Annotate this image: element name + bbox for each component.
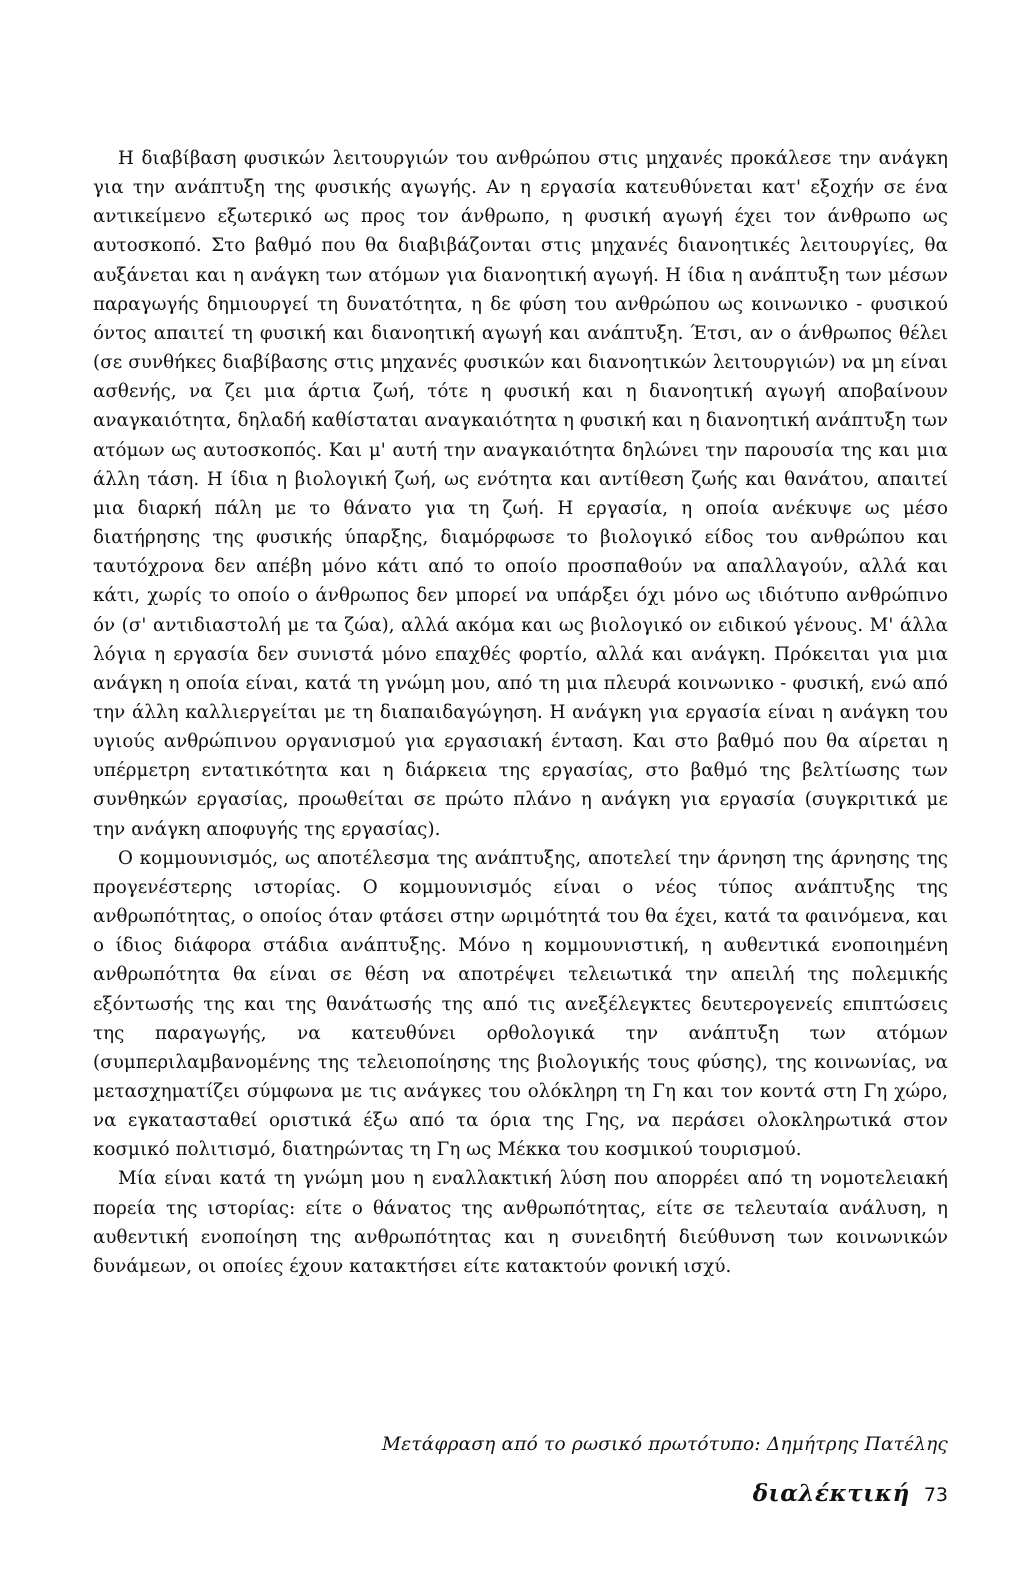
page-footer (753, 1480, 948, 1507)
paragraph-1: Η διαβίβαση φυσικών λειτουργιών του ανθρώπου στις μηχανές προκάλεσε την ανάγκη για την ανάπτυξη της φυσικής αγωγής. Αν η εργασία κατευθύνεται κατ' εξοχήν σε ένα αντικείμενο εξωτερικό ως προς τον άνθρωπο, η φυσική αγωγή έχει τον άνθρωπο ως αυτοσκοπό. Στο βαθμό που θα διαβιβάζονται στις μηχανές διανοητικές λειτουργίες, θα αυξάνεται και η ανάγκη των ατόμων για διανοητική αγωγή. Η ίδια η ανάπτυξη των μέσων παραγωγής δημιουργεί τη δυνατότητα, η δε φύση του ανθρώπου ως κοινωνικο - φυσικού όντος απαιτεί τη φυσική και διανοητική αγωγή και ανάπτυξη. Έτσι, αν ο άνθρωπος θέλει (σε συνθήκες διαβίβασης στις μηχανές φυσικών και διανοητικών λειτουργιών) να μη είναι ασθενής, να ζει μια άρτια ζωή, τότε η φυσική και η διανοητική αγωγή αποβαίνουν αναγκαιότητα, δηλαδή καθίσταται αναγκαιότητα η φυσική και η διανοητική ανάπτυξη των ατόμων ως αυτοσκοπός. Και μ' αυτή την αναγκαιότητα δηλώνει την παρουσία της και μια άλλη τάση. Η ίδια η βιολογική ζωή, ως ενότητα και αντίθεση ζωής και θανάτου, απαιτεί μια διαρκή πάλη με το θάνατο για τη ζωή. Η εργασία, η οποία ανέκυψε ως μέσο διατήρησης της φυσικής ύπαρξης, διαμόρφωσε το βιολογικό είδος του ανθρώπου και ταυτόχρονα δεν απέβη μόνο κάτι από το οποίο προσπαθούν να απαλλαγούν, αλλά και κάτι, χωρίς το οποίο ο άνθρωπος δεν μπορεί να υπάρξει όχι μόνο ως ιδιότυπο ανθρώπινο όν (σ' αντιδιαστολή με τα ζώα), αλλά ακόμα και ως βιολογικό ον ειδικού γένους. Μ' άλλα λόγια η εργασία δεν συνιστά μόνο επαχθές φορτίο, αλλά και ανάγκη. Πρόκειται για μια ανάγκη η οποία είναι, κατά τη γνώμη μου, από τη μια πλευρά κοινωνικο - φυσική, ενώ από την άλλη καλλιεργείται με τη διαπαιδαγώγηση. Η ανάγκη για εργασία είναι η ανάγκη του υγιούς ανθρώπινου οργανισμού για εργασιακή ένταση. Και στο βαθμό που θα αίρεται η υπέρμετρη εντατικότητα και η διάρκεια της εργασίας, στο βαθμό της βελτίωσης των συνθηκών εργασίας, προωθείται σε πρώτο πλάνο η ανάγκη για εργασία (συγκριτικά με την ανάγκη αποφυγής της εργασίας). (93, 148, 948, 840)
paragraph-2: Ο κομμουνισμός, ως αποτέλεσμα της ανάπτυξης, αποτελεί την άρνηση της άρνησης της προγενέστερης ιστορίας. Ο κομμουνισμός είναι ο νέος τύπος ανάπτυξης της ανθρωπότητας, ο οποίος όταν φτάσει στην ωριμότητά του θα έχει, κατά τα φαινόμενα, και ο ίδιος διάφορα στάδια ανάπτυξης. Μόνο η κομμουνιστική, η αυθεντικά ενοποιημένη ανθρωπότητα θα είναι σε θέση να αποτρέψει τελειωτικά την απειλή της πολεμικής εξόντωσής της και της θανάτωσής της από τις ανεξέλεγκτες δευτερογενείς επιπτώσεις της παραγωγής, να κατευθύνει ορθολογικά την ανάπτυξη των ατόμων (συμπεριλαμβανομένης της τελειοποίησης της βιολογικής τους φύσης), της κοινωνίας, να μετασχηματίζει σύμφωνα με τις ανάγκες του ολόκληρη τη Γη και τον κοντά στη Γη χώρο, να εγκατασταθεί οριστικά έξω από τα όρια της Γης, να περάσει ολοκληρωτικά στον κοσμικό πολιτισμό, διατηρώντας τη Γη ως Μέκκα του κοσμικού τουρισμού. (93, 847, 948, 1161)
page-number: 73 (923, 1484, 948, 1506)
journal-logo: διαλέκτική (752, 1480, 910, 1507)
translation-credit: Μετάφραση από το ρωσικό πρωτότυπο: Δημήτρης Πατέλης (382, 1434, 948, 1455)
paragraph-3: Μία είναι κατά τη γνώμη μου η εναλλακτική λύση που απορρέει από τη νομοτελειακή πορεία της ιστορίας: είτε ο θάνατος της ανθρωπότητας, είτε σε τελευταία ανάλυση, η αυθεντική ενοποίηση της ανθρωπότητας και η συνειδητή διεύθυνση των κοινωνικών δυνάμεων, οι οποίες έχουν κατακτήσει είτε κατακτούν φονική ισχύ. (93, 1168, 948, 1277)
body-text (93, 144, 948, 1281)
